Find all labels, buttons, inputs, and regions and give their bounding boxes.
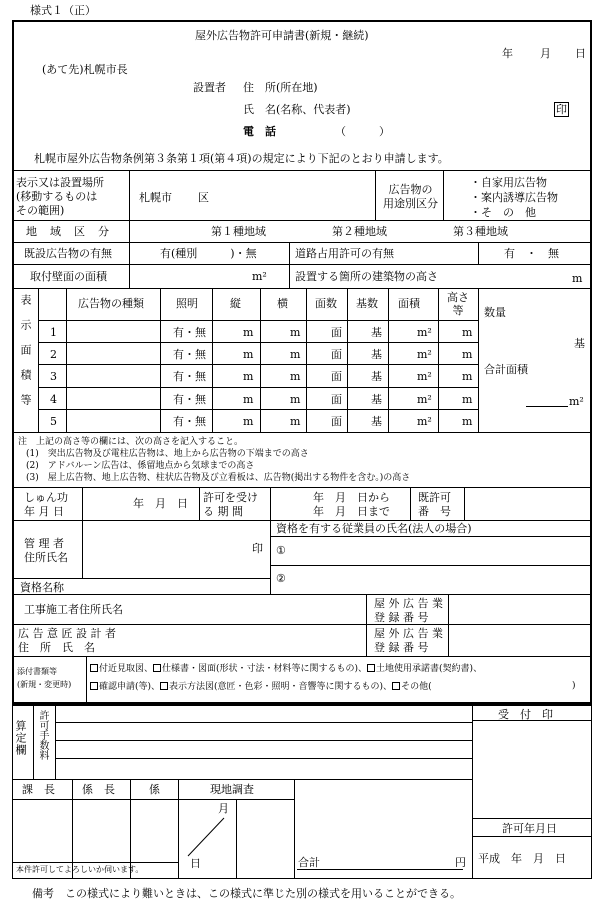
row-5-light[interactable]: 有・無 xyxy=(173,415,206,428)
row-1-no: 1 xyxy=(50,326,57,339)
zone-option-1[interactable]: 第１種地域 xyxy=(211,225,266,238)
row-4-count[interactable]: 基 xyxy=(371,393,382,406)
checkbox-confirmation[interactable] xyxy=(90,682,98,690)
row-1-h[interactable]: m xyxy=(243,326,254,339)
existing-permit-number-label: 既許可 番 号 xyxy=(418,491,451,518)
designer-label: 広 告 意 匠 設 計 者 住 所 氏 名 xyxy=(18,627,116,654)
location-city[interactable]: 札幌市 xyxy=(139,191,172,204)
row-1-light[interactable]: 有・無 xyxy=(173,326,206,339)
permit-period-label: 許可を受け る 期 間 xyxy=(203,491,258,518)
row-2-count[interactable]: 基 xyxy=(371,348,382,361)
completion-date-value[interactable]: 年 月 日 xyxy=(133,497,188,510)
row-2-no: 2 xyxy=(50,348,57,361)
total-fee-input[interactable] xyxy=(297,869,463,870)
phone-area-code[interactable]: （ ） xyxy=(335,125,390,138)
staff-label: 係 xyxy=(149,783,160,796)
checkbox-specifications[interactable] xyxy=(153,664,161,672)
qualified-staff-1[interactable]: ① xyxy=(276,544,286,557)
row-3-faces[interactable]: 面 xyxy=(331,370,342,383)
total-area-label: 合計面積 xyxy=(484,363,528,376)
reception-stamp-label: 受 付 印 xyxy=(498,708,553,721)
road-permit-label: 道路占用許可の有無 xyxy=(295,247,394,260)
subsection-chief-label: 係 長 xyxy=(82,783,115,796)
qualified-staff-header: 資格を有する従業員の氏名(法人の場合) xyxy=(276,522,472,535)
date-month[interactable]: 月 xyxy=(540,47,551,60)
qualification-name-label: 資格名称 xyxy=(20,581,64,594)
total-fee-label: 合計 xyxy=(298,856,320,869)
row-4-no: 4 xyxy=(50,393,57,406)
row-5-faces[interactable]: 面 xyxy=(331,415,342,428)
col-width: 横 xyxy=(277,297,288,310)
total-area-input[interactable] xyxy=(526,406,568,407)
manager-label: 管 理 者 住所氏名 xyxy=(24,537,68,564)
col-ad-type: 広告物の種類 xyxy=(78,297,144,310)
approval-request-note: 本件許可してよろしいか伺います。 xyxy=(16,865,144,874)
survey-day: 日 xyxy=(190,857,201,870)
zone-option-2[interactable]: 第２種地域 xyxy=(332,225,387,238)
row-5-h[interactable]: m xyxy=(243,415,254,428)
main-form-frame xyxy=(12,20,592,704)
attachments-line-2[interactable]: 確認申請(等)、 表示方法図(意匠・色彩・照明・音響等に関するもの)、 その他( xyxy=(90,682,432,692)
location-label: 表示又は設置場所 (移動するものは その範囲) xyxy=(16,176,104,217)
col-count: 基数 xyxy=(356,297,378,310)
applicant-seal: 印 xyxy=(556,103,567,116)
row-1-w[interactable]: m xyxy=(290,326,301,339)
row-4-height[interactable]: m xyxy=(462,393,473,406)
contractor-registration-label: 屋 外 広 告 業 登 録 番 号 xyxy=(374,597,443,624)
existing-ad-label: 既設広告物の有無 xyxy=(24,247,112,260)
row-4-h[interactable]: m xyxy=(243,393,254,406)
declaration: 札幌市屋外広告物条例第３条第１項(第４項)の規定により下記のとおり申請します。 xyxy=(34,152,449,165)
row-3-area[interactable]: m² xyxy=(417,370,432,383)
row-2-w[interactable]: m xyxy=(290,348,301,361)
display-area-side-label: 表示面積等 xyxy=(19,294,32,419)
phone-field[interactable]: 電 話 xyxy=(243,125,276,138)
row-4-faces[interactable]: 面 xyxy=(331,393,342,406)
road-permit-value[interactable]: 有 ・ 無 xyxy=(504,247,559,260)
row-3-w[interactable]: m xyxy=(290,370,301,383)
remark: 備考 この様式により難いときは、この様式に準じた別の様式を用いることができる。 xyxy=(32,887,461,900)
building-height-label: 設置する箇所の建築物の高さ xyxy=(295,270,438,283)
attachments-line-1[interactable]: 付近見取図、 仕様書・図面(形状・寸法・材料等に関するもの)、 土地使用承諾書(契約書)、 xyxy=(90,664,482,674)
yen-label: 円 xyxy=(455,856,466,869)
installer-address-field[interactable]: 住 所(所在地) xyxy=(243,81,318,94)
location-ward[interactable]: 区 xyxy=(198,191,209,204)
row-2-faces[interactable]: 面 xyxy=(331,348,342,361)
date-year[interactable]: 年 xyxy=(502,47,513,60)
wall-area-label: 取付壁面の面積 xyxy=(30,270,107,283)
survey-month: 月 xyxy=(218,802,229,815)
use-category-options[interactable]: ・自家用広告物 ・案内誘導広告物 ・そ の 他 xyxy=(470,176,558,219)
row-4-w[interactable]: m xyxy=(290,393,301,406)
existing-ad-value[interactable]: 有(種別 )・無 xyxy=(160,247,257,260)
zone-option-3[interactable]: 第３種地域 xyxy=(453,225,508,238)
attachments-other-close: ) xyxy=(572,681,576,691)
row-3-no: 3 xyxy=(50,370,57,383)
row-5-height[interactable]: m xyxy=(462,415,473,428)
row-4-light[interactable]: 有・無 xyxy=(173,393,206,406)
attachments-label: 添付書類等 (新規・変更時) xyxy=(17,667,72,689)
row-3-h[interactable]: m xyxy=(243,370,254,383)
row-2-area[interactable]: m² xyxy=(417,348,432,361)
checkbox-site-map[interactable] xyxy=(90,664,98,672)
row-1-height[interactable]: m xyxy=(462,326,473,339)
building-height-unit: m xyxy=(572,272,583,285)
wall-area-unit: m² xyxy=(252,270,267,283)
permit-date-value[interactable]: 平成 年 月 日 xyxy=(478,852,566,865)
qualified-staff-2[interactable]: ② xyxy=(276,572,286,585)
addressee: (あて先)札幌市長 xyxy=(42,63,128,76)
col-lighting: 照明 xyxy=(176,297,198,310)
col-height: 縦 xyxy=(230,297,241,310)
site-survey-label: 現地調査 xyxy=(210,783,254,796)
total-area-unit: m² xyxy=(569,395,584,408)
row-5-count[interactable]: 基 xyxy=(371,415,382,428)
height-notes: 注 上記の高さ等の欄には、次の高さを記入すること。 (1) 突出広告物及び電柱広告物は、地上から広告物の下端までの高さ (2) アドバルーン広告は、係留地点から気球までの高さ (3) 屋上広告物、地上広告物、柱状広告物及び立看板は、広告物(掲出する物件を含む。)の高さ xyxy=(18,437,411,483)
row-2-h[interactable]: m xyxy=(243,348,254,361)
row-5-w[interactable]: m xyxy=(290,415,301,428)
row-1-count[interactable]: 基 xyxy=(371,326,382,339)
row-2-height[interactable]: m xyxy=(462,348,473,361)
col-area: 面積 xyxy=(398,297,420,310)
row-3-count[interactable]: 基 xyxy=(371,370,382,383)
row-1-faces[interactable]: 面 xyxy=(331,326,342,339)
form-label: 様式１（正） xyxy=(30,4,96,17)
designer-registration-label: 屋 外 広 告 業 登 録 番 号 xyxy=(374,627,443,654)
completion-date-label: しゅん功 年 月 日 xyxy=(24,491,68,518)
row-4-area[interactable]: m² xyxy=(417,393,432,406)
col-faces: 面数 xyxy=(315,297,337,310)
permit-period-value[interactable]: 年 月 日から 年 月 日まで xyxy=(313,491,390,518)
checkbox-other[interactable] xyxy=(392,682,400,690)
row-2-light[interactable]: 有・無 xyxy=(173,348,206,361)
quantity-label: 数量 xyxy=(484,306,506,319)
col-height-etc: 高さ等 xyxy=(447,291,469,317)
date-day[interactable]: 日 xyxy=(575,47,586,60)
calculation-label: 算定欄 xyxy=(14,720,27,756)
row-1-area[interactable]: m² xyxy=(417,326,432,339)
row-5-area[interactable]: m² xyxy=(417,415,432,428)
permit-date-label: 許可年月日 xyxy=(502,822,557,835)
row-3-height[interactable]: m xyxy=(462,370,473,383)
checkbox-land-consent[interactable] xyxy=(367,664,375,672)
form-title: 屋外広告物許可申請書(新規・継続) xyxy=(195,29,369,42)
manager-seal: 印 xyxy=(252,542,263,555)
quantity-unit: 基 xyxy=(574,337,585,350)
row-3-light[interactable]: 有・無 xyxy=(173,370,206,383)
use-category-label: 広告物の 用途別区分 xyxy=(383,183,438,210)
section-chief-label: 課 長 xyxy=(22,783,55,796)
zoning-label: 地 域 区 分 xyxy=(26,225,110,238)
permit-fee-label: 許可手数料 xyxy=(37,710,48,760)
survey-date-diagonal xyxy=(186,816,228,858)
installer-role: 設置者 xyxy=(193,81,226,94)
row-5-no: 5 xyxy=(50,415,57,428)
installer-name-field[interactable]: 氏 名(名称、代表者) xyxy=(243,103,351,116)
checkbox-display-method[interactable] xyxy=(160,682,168,690)
contractor-label: 工事施工者住所氏名 xyxy=(24,603,123,616)
